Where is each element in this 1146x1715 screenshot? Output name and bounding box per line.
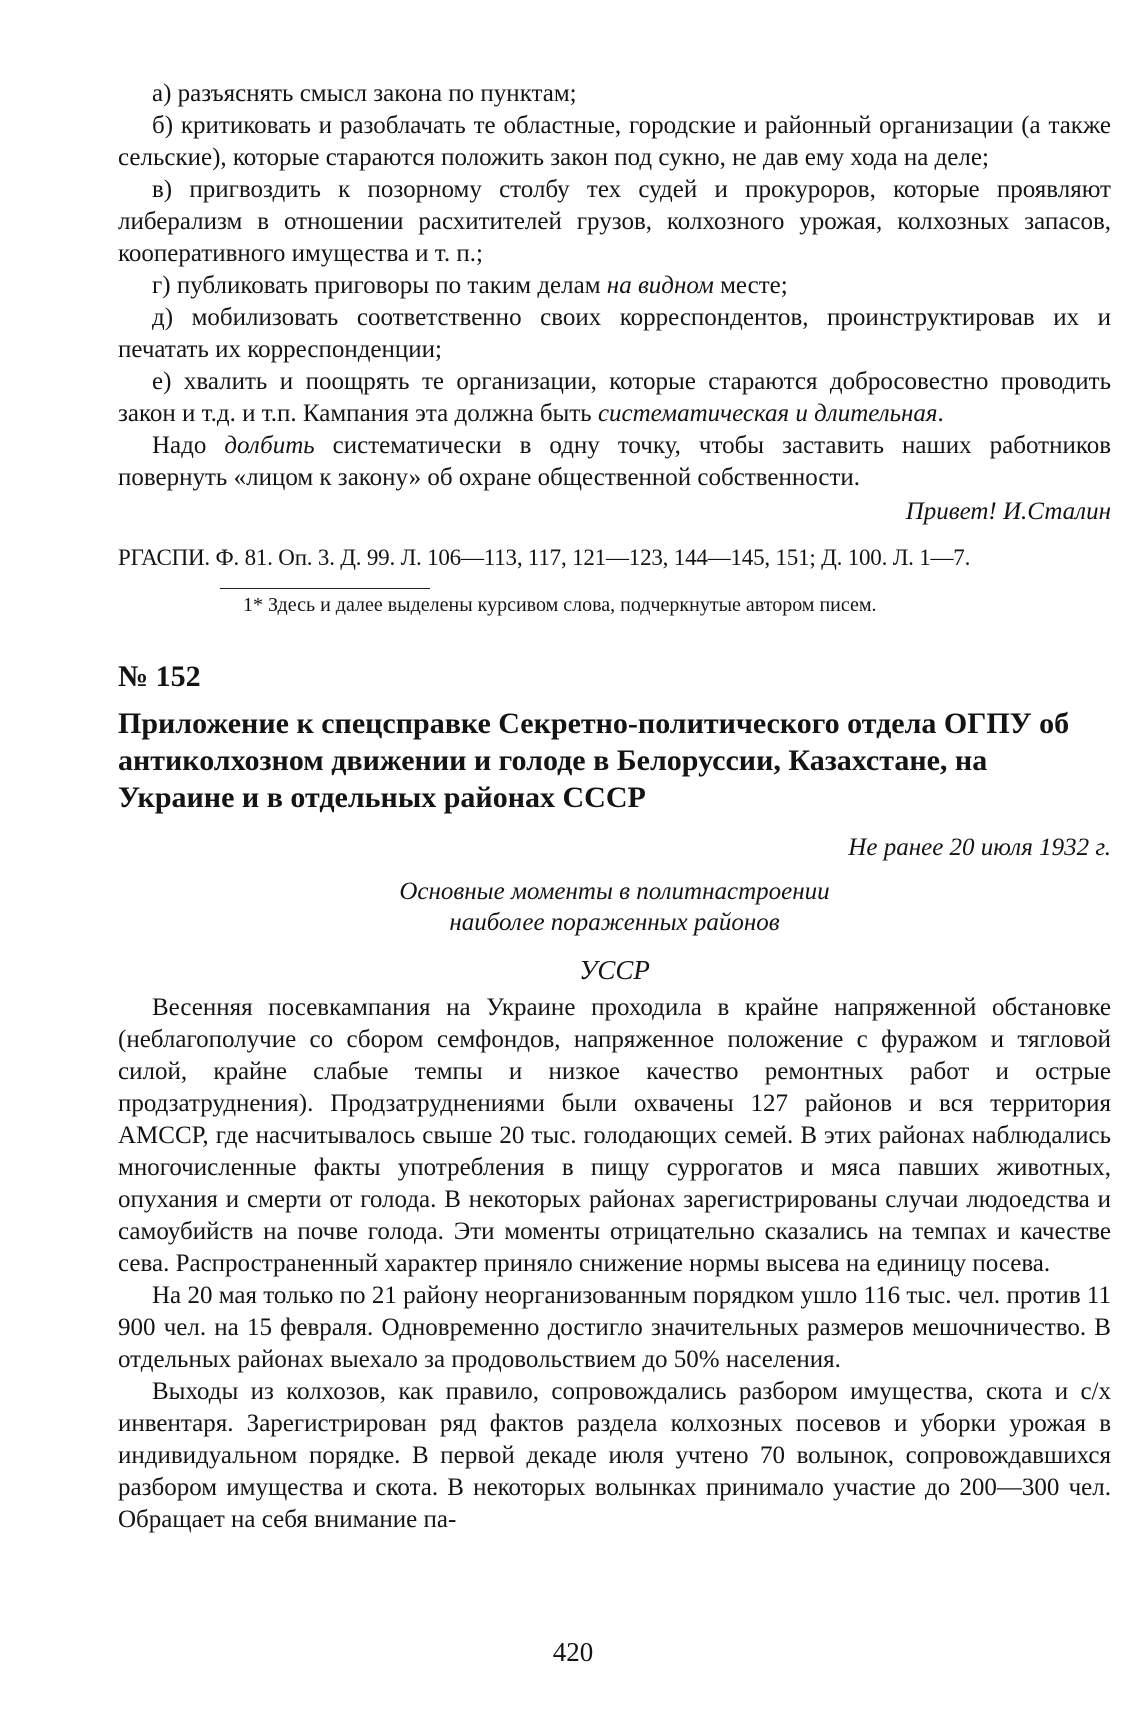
region-heading: УССР	[579, 955, 650, 985]
letter-closing: Надо долбить систематически в одну точку, чтобы заставить наших работников повернуть «лицом к закону» об охране общественной собственности.	[118, 432, 1112, 491]
body-paragraph-2: На 20 мая только по 21 району неорганизованным порядком ушло 116 тыс. чел. против 11 900 чел. на 15 февраля. Одновременно достигло значительных размеров мешочничество. В отдельных районах выехало за продовольствием до 50% населения.	[118, 1282, 1111, 1373]
letter-item-e: е) хвалить и поощрять те организации, которые стараются добросовестно проводить закон и т.д. и т.п. Кампания эта должна быть систематическая и длительная.	[118, 368, 1111, 427]
document-number: № 152	[118, 660, 201, 693]
body-paragraph-1: Весенняя посевкампания на Украине проходила в крайне напряженной обстановке (неблагополучие со сбором семфондов, напряженное положение с фуражом и тягловой силой, крайне слабые темпы и низкое качество ремонтных работ и острые продзатруднения). Продзатруднениями были охвачены 127 районов и вся территория АМССР, где насчитывалось свыше 20 тыс. голодающих семей. В этих районах наблюдались многочисленные факты употребления в пищу суррогатов и мяса павших животных, опухания и смерти от голода. В некоторых районах зарегистрированы случаи людоедства и самоубийств на почве голода. Эти моменты отрицательно сказались на темпах и качестве сева. Распространенный характер приняло снижение нормы высева на единицу посева.	[118, 994, 1111, 1277]
document-date: Не ранее 20 июля 1932 г.	[848, 834, 1111, 861]
archive-source: РГАСПИ. Ф. 81. Оп. 3. Д. 99. Л. 106—113, 117, 121—123, 144—145, 151; Д. 100. Л. 1—7.	[118, 545, 971, 570]
subheading-line-2: наиболее пораженных районов	[449, 909, 780, 936]
document-title: Приложение к спецсправке Секретно-политического отдела ОГПУ об антиколхозном движении и голоде в Белоруссии, Казахстане, на Украине и в отдельных районах СССР	[118, 707, 1070, 814]
footnote-divider	[220, 588, 430, 589]
text-column	[118, 78, 1111, 1536]
page-number: 420	[552, 1637, 594, 1667]
signature: Привет! И.Сталин	[905, 498, 1111, 525]
footnote: 1* Здесь и далее выделены курсивом слова, подчеркнутые автором писем.	[243, 594, 877, 616]
subheading-line-1: Основные моменты в политнастроении	[399, 878, 830, 905]
letter-item-a: а) разъяснять смысл закона по пунктам;	[152, 80, 577, 107]
section-subheading	[118, 876, 1111, 938]
letter-item-v: в) пригвоздить к позорному столбу тех судей и прокуроров, которые проявляют либерализм в отношении расхитителей грузов, колхозного урожая, колхозных запасов, кооперативного имущества и т. п.;	[118, 176, 1111, 267]
letter-item-d: д) мобилизовать соответственно своих корреспондентов, проинструктировав их и печатать их корреспонденции;	[118, 304, 1111, 363]
letter-item-b: б) критиковать и разоблачать те областные, городские и районный организации (а также сельские), которые стараются положить закон под сукно, не дав ему хода на деле;	[118, 112, 1111, 171]
body-paragraph-3: Выходы из колхозов, как правило, сопровождались разбором имущества, скота и с/х инвентаря. Зарегистрирован ряд фактов раздела колхозных посевов и уборки урожая в индивидуальном порядке. В первой декаде июля учтено 70 волынок, сопровождавшихся разбором имущества и скота. В некоторых волынках принимало участие до 200—300 чел. Обращает на себя внимание па-	[118, 1378, 1111, 1533]
letter-item-g: г) публиковать приговоры по таким делам на видном месте;	[152, 272, 788, 299]
